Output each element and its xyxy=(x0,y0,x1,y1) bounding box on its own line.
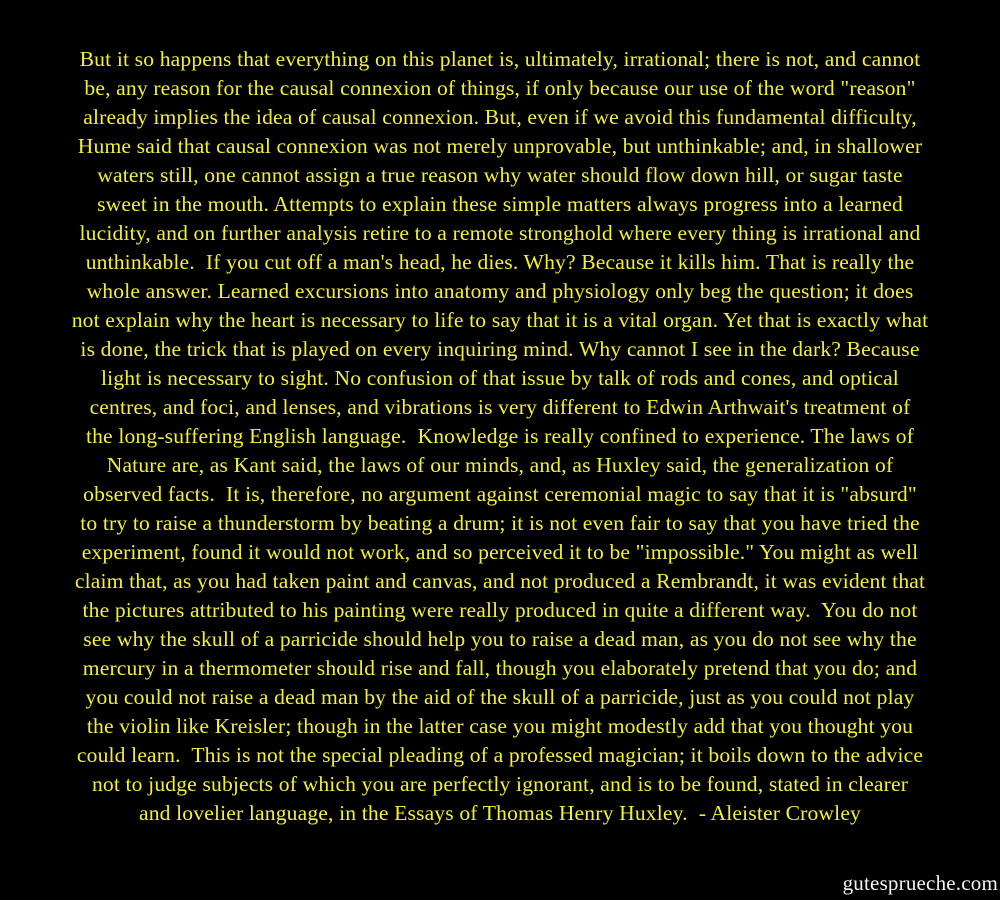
quote-line: already implies the idea of causal connexion. But, even if we avoid this fundamental difficulty, xyxy=(83,105,917,129)
quote-line: the violin like Kreisler; though in the latter case you might modestly add that you thought you xyxy=(86,714,914,738)
quote-line: waters still, one cannot assign a true reason why water should flow down hill, or sugar taste xyxy=(97,163,903,187)
quote-line: centres, and foci, and lenses, and vibrations is very different to Edwin Arthwait's treatment of xyxy=(89,395,911,419)
quote-line: experiment, found it would not work, and so perceived it to be "impossible." You might as well xyxy=(81,540,919,564)
quote-line: light is necessary to sight. No confusion of that issue by talk of rods and cones, and optical xyxy=(101,366,899,390)
quote-line: whole answer. Learned excursions into anatomy and physiology only beg the question; it does xyxy=(86,279,914,303)
quote-line: not to judge subjects of which you are perfectly ignorant, and is to be found, stated in clearer xyxy=(91,772,909,796)
quote-line: But it so happens that everything on this planet is, ultimately, irrational; there is not, and cannot xyxy=(79,47,921,71)
quote-line: Nature are, as Kant said, the laws of our minds, and, as Huxley said, the generalization of xyxy=(106,453,894,477)
quote-text xyxy=(0,45,1000,828)
quote-line: the long-suffering English language. Knowledge is really confined to experience. The laws of xyxy=(85,424,915,448)
quote-line: unthinkable. If you cut off a man's head, he dies. Why? Because it kills him. That is really the xyxy=(85,250,915,274)
quote-line: claim that, as you had taken paint and canvas, and not produced a Rembrandt, it was evident that xyxy=(74,569,926,593)
quote-line: to try to raise a thunderstorm by beating a drum; it is not even fair to say that you have tried the xyxy=(80,511,920,535)
quote-line: and lovelier language, in the Essays of Thomas Henry Huxley. - Aleister Crowley xyxy=(138,801,862,825)
quote-line: you could not raise a dead man by the aid of the skull of a parricide, just as you could not play xyxy=(85,685,915,709)
site-watermark: gutesprueche.com xyxy=(842,871,998,895)
quote-line: not explain why the heart is necessary to life to say that it is a vital organ. Yet that is exactly what xyxy=(71,308,929,332)
quote-line: lucidity, and on further analysis retire to a remote stronghold where every thing is irrational and xyxy=(79,221,921,245)
quote-line: see why the skull of a parricide should help you to raise a dead man, as you do not see why the xyxy=(83,627,917,651)
quote-line: is done, the trick that is played on every inquiring mind. Why cannot I see in the dark? Because xyxy=(80,337,920,361)
quote-line: be, any reason for the causal connexion of things, if only because our use of the word "reason" xyxy=(84,76,916,100)
quote-line: Hume said that causal connexion was not merely unprovable, but unthinkable; and, in shallower xyxy=(77,134,923,158)
quote-line: the pictures attributed to his painting were really produced in quite a different way. You do not xyxy=(82,598,918,622)
quote-line: could learn. This is not the special pleading of a professed magician; it boils down to the advice xyxy=(76,743,924,767)
quote-line: observed facts. It is, therefore, no argument against ceremonial magic to say that it is "absurd" xyxy=(83,482,917,506)
quote-line: sweet in the mouth. Attempts to explain these simple matters always progress into a learned xyxy=(97,192,903,216)
quote-line: mercury in a thermometer should rise and fall, though you elaborately pretend that you do; and xyxy=(82,656,918,680)
